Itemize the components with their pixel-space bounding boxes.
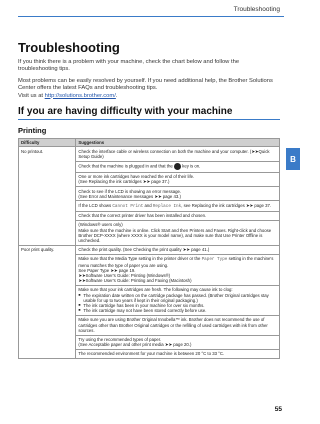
suggestion-cell: Check the print quality. (See Checking the print quality ➤➤ page 41.) <box>76 245 280 254</box>
visit-suffix: . <box>115 92 118 99</box>
difficulty-cell: No printout. <box>19 147 76 245</box>
suggestion-reference: ➤➤Software User's Guide: Printing (Windows®) <box>78 272 171 278</box>
suggestion-text: If the LCD shows <box>78 202 113 208</box>
page-content <box>18 24 280 359</box>
suggestion-cell <box>76 335 280 349</box>
table-row <box>19 245 280 254</box>
suggestion-cell <box>76 285 280 315</box>
suggestion-text: Try using the recommended types of paper. <box>78 337 162 343</box>
table-row <box>19 147 280 161</box>
suggestion-text: setting in the machine's menu matches the type of paper you are using. <box>78 256 274 268</box>
suggestion-reference: See Paper Type ➤➤ page 19. <box>78 267 136 273</box>
suggestion-text: Make sure that the Media Type setting in the printer driver or the <box>78 256 202 262</box>
suggestion-reference: (See Replacing the ink cartridges ➤➤ page 37.) <box>78 179 170 185</box>
lcd-message: Cannot Print <box>112 203 144 209</box>
section-heading: If you are having difficulty with your machine <box>18 106 233 118</box>
intro-paragraph-2-text: Most problems can be easily resolved by yourself. If you need additional help, the Brother Solutions Center offers the latest FAQs and troubleshooting tips. <box>18 77 273 92</box>
bullet-item: ■ The ink cartridge may not have been stored correctly before use. <box>78 308 277 313</box>
column-header-suggestions: Suggestions <box>76 139 280 147</box>
suggestion-text: key is on. <box>182 163 201 169</box>
lcd-message: Replace Ink <box>152 203 182 209</box>
page-number: 55 <box>274 406 282 413</box>
suggestion-cell <box>76 201 280 211</box>
suggestion-cell <box>76 187 280 201</box>
chapter-tab: B <box>286 148 300 170</box>
suggestion-text: Check to see if the LCD is showing an error message. <box>78 188 182 194</box>
suggestion-text: Make sure that the machine is online. Click Start and then Printers and Faxes. Right-click and choose Brother DCP-XXXX (where XXXX is your model name), and make sure that Use Printer Offline is unchecked. <box>78 227 272 243</box>
column-header-difficulty: Difficulty <box>19 139 76 147</box>
suggestion-cell: The recommended environment for your machine is between 20 °C to 33 °C. <box>76 349 280 358</box>
suggestion-text: Check that the machine is plugged in and that the <box>78 163 173 169</box>
suggestion-cell: Check that the correct printer driver has been installed and chosen. <box>76 211 280 220</box>
intro-paragraph-1: If you think there is a problem with your machine, check the chart below and follow the troubleshooting tips. <box>18 59 240 73</box>
bullet-item: ■ The ink cartridge has been in your machine for over six months. <box>78 303 277 308</box>
section-rule <box>18 119 280 120</box>
bullet-item: ■ The expiration date written on the cartridge package has passed. (Brother Original cartridges stay usable for up to two years if kept in their original packaging.) <box>78 293 277 303</box>
suggestion-text: and <box>143 202 153 208</box>
difficulty-cell: Poor print quality. <box>19 245 76 358</box>
running-header-title: Troubleshooting <box>233 6 280 13</box>
suggestion-text: , see Replacing the ink cartridges ➤➤ page 37. <box>181 202 272 208</box>
power-key-icon <box>174 163 181 170</box>
subsection-heading: Printing <box>18 126 47 136</box>
suggestion-cell <box>76 161 280 172</box>
suggestion-cell <box>76 254 280 285</box>
menu-setting: Paper Type <box>201 257 228 263</box>
page-title: Troubleshooting <box>18 40 120 55</box>
suggestion-reference: (See Acceptable paper and other print media ➤➤ page 20.) <box>78 342 192 348</box>
suggestion-text: (Windows® users only) <box>78 222 123 228</box>
suggestion-reference: (See Error and Maintenance messages ➤➤ page 43.) <box>78 193 181 199</box>
solutions-link[interactable]: http://solutions.brother.com/ <box>44 92 116 99</box>
header-rule <box>18 16 284 17</box>
suggestion-text: One or more ink cartridges have reached the end of their life. <box>78 174 195 180</box>
intro-paragraph-2 <box>18 78 280 100</box>
suggestion-cell <box>76 172 280 186</box>
table-header-row <box>19 139 280 147</box>
suggestion-cell: Check the interface cable or wireless connection on both the machine and your computer. (➤➤Quick Setup Guide) <box>76 147 280 161</box>
suggestion-cell <box>76 220 280 245</box>
troubleshooting-table <box>18 138 280 359</box>
suggestion-reference: ➤➤Software User's Guide: Printing and Faxing (Macintosh) <box>78 278 192 284</box>
suggestion-text: Make sure that your ink cartridges are fresh. The following may cause ink to clog: <box>78 287 233 293</box>
visit-prefix: Visit us at <box>18 92 45 99</box>
suggestion-cell: Make sure you are using Brother Original Innobella™ ink. Brother does not recommend the use of cartridges other than Brother Original cartridges or the refilling of used cartridges with ink from other sources. <box>76 315 280 335</box>
